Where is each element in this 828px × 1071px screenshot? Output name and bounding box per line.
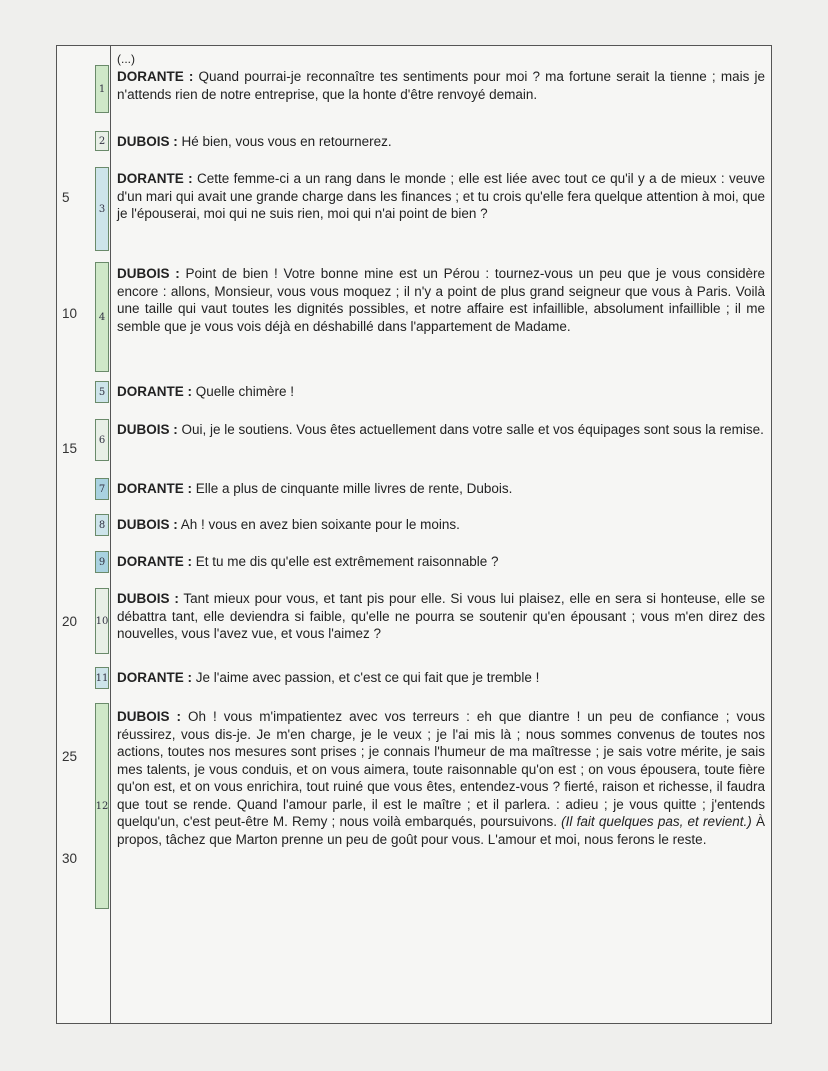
- replica-marker: 12: [95, 703, 109, 909]
- line-text: Point de bien ! Votre bonne mine est un Pérou : tournez-vous un peu que je vous considère encore : allons, Monsieur, vous vous moquez ; il n'y a point de plus grand seigneur que vous à Paris. Voilà une taille qui vaut toutes les dignités possibles, et notre affaire est infaillible, absolument infaillible ; il me semble que je vous vois déjà en déshabillé dans l'appartement de Madame.: [117, 266, 765, 334]
- speaker-name: DORANTE :: [117, 171, 193, 186]
- speaker-name: DUBOIS :: [117, 134, 178, 149]
- line-number: 15: [62, 441, 78, 456]
- dialogue-line: [117, 68, 765, 103]
- speaker-name: DUBOIS :: [117, 517, 178, 532]
- line-number: 30: [62, 851, 78, 866]
- dialogue-line: [117, 265, 765, 335]
- replica-marker: 5: [95, 381, 109, 403]
- line-text: Tant mieux pour vous, et tant pis pour elle. Si vous lui plaisez, elle en sera si honteuse, elle se débattra tant, elle deviendra si faible, qu'elle ne pourra se soutenir qu'en épousant ; vous m'en direz des nouvelles, vous l'avez vue, et vous l'aimez ?: [117, 591, 766, 641]
- line-number: 20: [62, 614, 78, 629]
- stage-direction: (Il fait quelques pas, et revient.): [561, 814, 752, 829]
- replica-marker: 10: [95, 588, 109, 654]
- ellipsis: (...): [117, 52, 135, 66]
- speaker-name: DUBOIS :: [117, 709, 181, 724]
- replica-marker: 11: [95, 667, 109, 689]
- line-text: Oui, je le soutiens. Vous êtes actuellement dans votre salle et vos équipages sont sous la remise.: [177, 422, 764, 437]
- margin-rule: [110, 45, 111, 1024]
- dialogue-line: [117, 590, 765, 643]
- line-text: Elle a plus de cinquante mille livres de rente, Dubois.: [192, 481, 513, 496]
- speaker-name: DORANTE :: [117, 554, 192, 569]
- dialogue-line: [117, 421, 765, 439]
- replica-marker: 9: [95, 551, 109, 573]
- dialogue-line: [117, 516, 765, 534]
- replica-marker: 8: [95, 514, 109, 536]
- speaker-name: DUBOIS :: [117, 422, 178, 437]
- dialogue-line: [117, 170, 765, 223]
- dialogue-line: [117, 553, 765, 571]
- line-number: 25: [62, 749, 78, 764]
- speaker-name: DUBOIS :: [117, 266, 180, 281]
- replica-marker: 6: [95, 419, 109, 461]
- speaker-name: DUBOIS :: [117, 591, 179, 606]
- replica-marker: 7: [95, 478, 109, 500]
- dialogue-line: [117, 669, 765, 687]
- replica-marker: 1: [95, 65, 109, 113]
- speaker-name: DORANTE :: [117, 69, 194, 84]
- speaker-name: DORANTE :: [117, 481, 192, 496]
- dialogue-line: [117, 133, 765, 151]
- line-text: Et tu me dis qu'elle est extrêmement raisonnable ?: [192, 554, 499, 569]
- line-text: Cette femme-ci a un rang dans le monde ; elle est liée avec tout ce qu'il y a de mieux : veuve d'un mari qui avait une grande charge dans les finances ; et tu crois qu'elle fera quelque attention à moi, que je l'épouserai, moi qui ne suis rien, moi qui n'ai point de bien ?: [117, 171, 765, 221]
- line-text: Oh ! vous m'impatientez avec vos terreurs : eh que diantre ! un peu de confiance ; vous réussirez, vous dis-je. Je m'en charge, je le veux ; je l'ai mis là ; nous sommes convenus de toutes nos actions, toutes nos mesures sont prises ; je connais l'humeur de ma maîtresse ; je sais votre mérite, je sais mes talents, je vous conduis, et on vous aimera, toute raisonnable qu'on est ; on vous épousera, toute fière qu'on est, et on vous enrichira, tout ruiné que vous êtes, entendez-vous ? fierté, raison et richesse, il faudra que tout se rende. Quand l'amour parle, il est le maître ; et il parlera. : adieu ; je vous quitte ; j'entends quelqu'un, c'est peut-être M. Remy ; nous voilà embarqués, poursuivons.: [117, 709, 765, 829]
- line-number: 5: [62, 190, 70, 205]
- line-text: Quand pourrai-je reconnaître tes sentiments pour moi ? ma fortune serait la tienne ; mais je n'attends rien de notre entreprise, que la honte d'être renvoyé demain.: [117, 69, 765, 102]
- line-text-continued: À propos, tâchez que Marton prenne un peu de goût pour vous. L'amour et moi, nous ferons le reste.: [117, 814, 765, 847]
- line-text: Hé bien, vous vous en retournerez.: [177, 134, 392, 149]
- dialogue-line: [117, 480, 765, 498]
- speaker-name: DORANTE :: [117, 384, 192, 399]
- replica-marker: 2: [95, 131, 109, 151]
- dialogue-line: [117, 708, 765, 848]
- line-text: Je l'aime avec passion, et c'est ce qui fait que je tremble !: [192, 670, 540, 685]
- line-text: Ah ! vous en avez bien soixante pour le moins.: [177, 517, 460, 532]
- replica-marker: 4: [95, 262, 109, 372]
- line-number: 10: [62, 306, 78, 321]
- dialogue-line: [117, 383, 765, 401]
- speaker-name: DORANTE :: [117, 670, 192, 685]
- line-text: Quelle chimère !: [192, 384, 295, 399]
- replica-marker: 3: [95, 167, 109, 251]
